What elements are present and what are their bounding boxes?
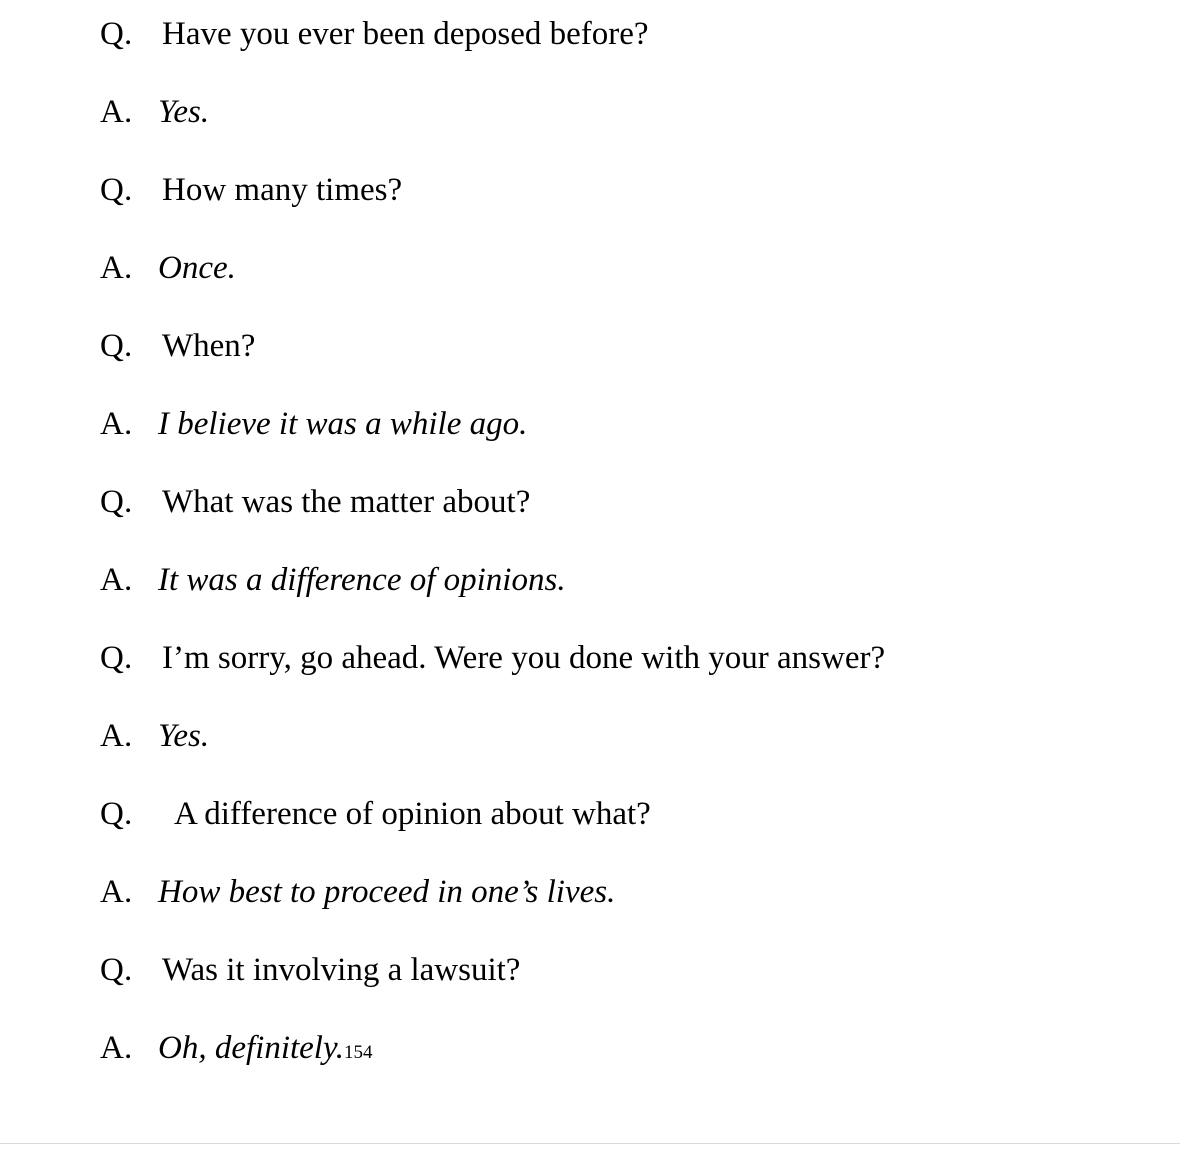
transcript-line [100,876,1120,909]
speaker-label-answer: A. [100,1030,133,1066]
transcript-line [100,18,1120,51]
speaker-label-question: Q. [100,640,133,676]
speaker-label-question: Q. [100,952,133,988]
speaker-label-question: Q. [100,328,133,364]
transcript-line [100,408,1120,441]
transcript-line [100,96,1120,129]
transcript-line [100,486,1120,519]
speaker-label-answer: A. [100,250,133,286]
transcript-line [100,720,1120,753]
transcript-line [100,954,1120,987]
transcript-text: Once. [158,250,236,286]
speaker-label-question: Q. [100,796,133,832]
transcript-text: Yes. [158,94,210,130]
transcript-text: Yes. [158,718,210,754]
transcript-text: Was it involving a lawsuit? [162,952,521,988]
transcript-text: Have you ever been deposed before? [162,16,649,52]
page-bottom-divider [0,1143,1180,1150]
transcript-line [100,330,1120,363]
speaker-label-answer: A. [100,94,133,130]
transcript-text: When? [162,328,256,364]
speaker-label-answer: A. [100,874,133,910]
transcript-text: How many times? [162,172,403,208]
speaker-label-answer: A. [100,718,133,754]
speaker-label-answer: A. [100,406,133,442]
transcript-text: I believe it was a while ago. [158,406,528,442]
transcript-line [100,252,1120,285]
transcript-line [100,642,1120,675]
transcript-line [100,174,1120,207]
transcript-line [100,798,1120,831]
transcript-text: I’m sorry, go ahead. Were you done with your answer? [162,640,886,676]
transcript-line [100,564,1120,597]
transcript-text: How best to proceed in one’s lives. [158,874,616,910]
transcript-line: A. Oh, definitely. 154 [100,1030,373,1066]
transcript-text: A difference of opinion about what? [174,796,651,832]
speaker-label-question: Q. [100,484,133,520]
transcript-text: What was the matter about? [162,484,531,520]
speaker-label-question: Q. [100,16,133,52]
transcript-text: Oh, definitely. [158,1030,345,1066]
transcript-text: It was a difference of opinions. [158,562,566,598]
speaker-label-answer: A. [100,562,133,598]
speaker-label-question: Q. [100,172,133,208]
